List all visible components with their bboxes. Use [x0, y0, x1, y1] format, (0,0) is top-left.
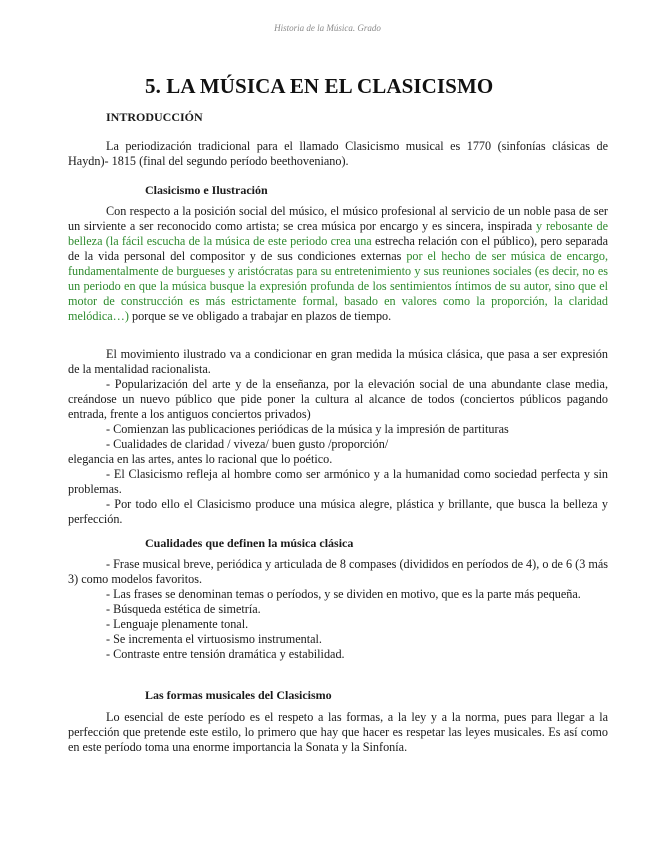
text-segment: Con respecto a la posición social del músico, el músico profesional al servicio de un noble pasa de ser un sirviente a ser reconocido como artista; se crea música por encargo y es sincera, inspirada	[68, 204, 608, 233]
text-segment: porque se ve obligado a trabajar en plazos de tiempo.	[128, 309, 392, 323]
list-item: elegancia en las artes, antes lo racional que lo poético.	[68, 452, 333, 466]
list-item: - Por todo ello el Clasicismo produce una música alegre, plástica y brillante, que busca la belleza y perfección.	[68, 497, 608, 526]
section-heading-clasicismo-ilustracion: Clasicismo e Ilustración	[145, 183, 268, 197]
list-item: - Las frases se denominan temas o períodos, y se dividen en motivo, que es la parte más pequeña.	[106, 587, 581, 601]
list-item: - Frase musical breve, periódica y articulada de 8 compases (divididos en períodos de 4), o de 6 (3 más 3) como modelos favoritos.	[68, 557, 608, 586]
text-segment: estrecha relación con el público), pero separada de la vida personal del compositor y de sus condiciones externas	[68, 234, 608, 263]
list-item: - Se incrementa el virtuosismo instrumental.	[106, 632, 322, 646]
intro-heading: INTRODUCCIÓN	[106, 110, 203, 124]
enlightenment-list	[68, 377, 608, 527]
enlightenment-paragraph: El movimiento ilustrado va a condicionar en gran medida la música clásica, que pasa a ser expresión de la mentalidad racionalista.	[68, 347, 608, 376]
intro-paragraph: La periodización tradicional para el llamado Clasicismo musical es 1770 (sinfonías clásicas de Haydn)- 1815 (final del segundo período beethoveniano).	[68, 139, 608, 168]
section-heading-formas: Las formas musicales del Clasicismo	[145, 688, 332, 702]
list-item: - Cualidades de claridad / viveza/ buen gusto /proporción/	[106, 437, 389, 451]
list-item: - Comienzan las publicaciones periódicas de la música y la impresión de partituras	[106, 422, 509, 436]
list-item: - Búsqueda estética de simetría.	[106, 602, 261, 616]
forms-paragraph: Lo esencial de este período es el respeto a las formas, a la ley y a la norma, pues para llegar a la perfección que pretende este estilo, lo primero que hay que hacer es respetar las leyes musicales. Es así como en este período toma una enorme importancia la Sonata y la Sinfonía.	[68, 710, 608, 754]
list-item: - El Clasicismo refleja al hombre como ser armónico y a la humanidad como sociedad perfecta y sin problemas.	[68, 467, 608, 496]
list-item: - Contraste entre tensión dramática y estabilidad.	[106, 647, 345, 661]
highlighted-text: por el hecho de ser música de encargo, fundamentalmente de burgueses y aristócratas para su entretenimiento y sus reuniones sociales (es decir, no es un periodo en que la música busque la expresión profunda de los sentimientos íntimos de su autor, sino que el motor de construcción es más estrictamente formal, basado en valores como la proporción, la claridad melódica…)	[68, 249, 608, 323]
social-position-paragraph	[68, 204, 608, 324]
highlighted-text: y rebosante de belleza (la fácil escucha de la música de este periodo crea una	[68, 219, 609, 248]
qualities-list	[68, 557, 608, 662]
section-heading-cualidades: Cualidades que definen la música clásica	[145, 536, 354, 550]
chapter-title: 5. LA MÚSICA EN EL CLASICISMO	[145, 74, 494, 98]
list-item: - Popularización del arte y de la enseñanza, por la elevación social de una abundante clase media, creándose un nuevo público que pide poner la cultura al alcance de todos (conciertos públicos pagando entrada, frente a los antiguos conciertos privados)	[68, 377, 608, 421]
running-header: Historia de la Música. Grado	[274, 23, 381, 33]
list-item: - Lenguaje plenamente tonal.	[106, 617, 249, 631]
